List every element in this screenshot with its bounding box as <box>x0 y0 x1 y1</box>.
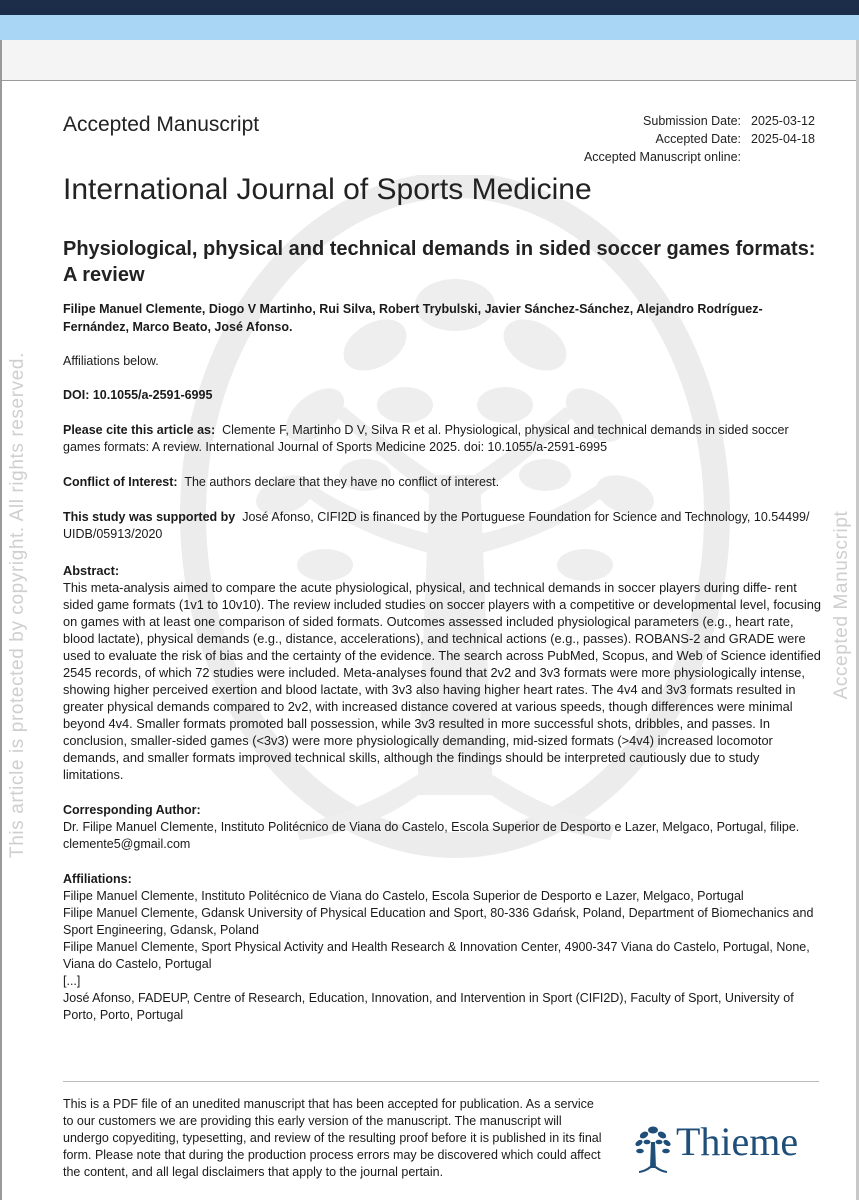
conflict-label: Conflict of Interest: <box>63 475 178 489</box>
online-date-label: Accepted Manuscript online: <box>583 150 741 164</box>
conflict-block <box>63 474 823 491</box>
article-title: Physiological, physical and technical demands in sided soccer games formats: A review <box>63 238 816 286</box>
top-light-bar <box>0 15 859 40</box>
funding-text: José Afonso, CIFI2D is financed by the Portuguese Foundation for Science and Technology, 10.54499/ UIDB/05913/2020 <box>63 510 810 541</box>
affiliations-block <box>63 871 823 1024</box>
corresponding-block <box>63 802 823 853</box>
affiliations-label: Affiliations: <box>63 872 132 886</box>
top-dark-bar <box>0 0 859 15</box>
funding-label: This study was supported by <box>63 510 236 524</box>
page-left-border <box>0 40 2 1200</box>
citation-text: Clemente F, Martinho D V, Silva R et al. Physiological, physical and technical demands in sided soccer games formats: A review. International Journal of Sports Medicine 2025. doi: 10.1055/a-2591-6995 <box>63 423 789 454</box>
copyright-side-note <box>7 352 28 858</box>
citation-label: Please cite this article as: <box>63 423 216 437</box>
accepted-manuscript-heading: Accepted Manuscript <box>63 113 260 136</box>
citation-block <box>63 422 823 456</box>
journal-title: International Journal of Sports Medicine <box>63 173 592 206</box>
submission-date-value: 2025-03-12 <box>751 114 815 128</box>
manuscript-dates <box>584 112 819 166</box>
corresponding-text: Dr. Filipe Manuel Clemente, Instituto Politécnico de Viana do Castelo, Escola Superior de Desporto e Lazer, Melgaco, Portugal, filipe. clemente5@gmail.com <box>63 820 800 851</box>
corresponding-label: Corresponding Author: <box>63 803 201 817</box>
affiliation-item: Filipe Manuel Clemente, Instituto Politécnico de Viana do Castelo, Escola Superior de Desporto e Lazer, Melgaco, Portugal <box>63 889 744 903</box>
conflict-text: The authors declare that they have no conflict of interest. <box>184 475 500 489</box>
affiliation-item: [...] <box>63 974 81 988</box>
abstract-label: Abstract: <box>63 563 120 578</box>
footer-disclaimer: This is a PDF file of an unedited manuscript that has been accepted for publication. As a service to our customers we are providing this early version of the manuscript. The manuscript will undergo copyediting, typesetting, and review of the resulting proof before it is published in its final form. Please note that during the production process errors may be discovered which could affect the content, and all legal disclaimers that apply to the journal pertain. <box>63 1097 602 1179</box>
footer-divider <box>63 1081 819 1082</box>
submission-date-label: Submission Date: <box>643 114 741 128</box>
online-date-value <box>741 148 819 166</box>
abstract-text: This meta-analysis aimed to compare the acute physiological, physical, and technical demands in soccer players during diffe- rent sided game formats (1v1 to 10v10). The review included studies on soccer players with a competitive or developmental level, focusing on games with at least one comparison of sided formats. Outcomes assessed included physiological parameters (e.g., heart rate, blood lactate), physical demands (e.g., distance, accelerations), and technical actions (e.g., passes). ROBANS-2 and GRADE were used to evaluate the risk of bias and the certainty of the evidence. The search across PubMed, Scopus, and Web of Science identified 2545 records, of which 72 studies were included. Meta-analyses found that 2v2 and 3v3 formats were more physiologically intense, showing higher perceived exertion and blood lactate, with 3v3 also having higher heart rates. The 4v4 and 3v3 formats resulted in greater physical demands compared to 2v2, with increased distance covered at various speeds, though differences were minimal beyond 4v4. Smaller formats promoted ball possession, while 3v3 resulted in more successful shots, dribbles, and passes. In conclusion, smaller-sided games (<3v3) were more physiologically demanding, mid-sized formats (>4v4) increased locomotor demands, and smaller formats improved technical skills, although the findings should be interpreted cautiously due to study limitations. <box>63 580 822 782</box>
thieme-tree-icon <box>633 1122 673 1174</box>
doi[interactable]: DOI: 10.1055/a-2591-6995 <box>63 388 213 402</box>
affiliations-note: Affiliations below. <box>63 354 159 368</box>
affiliation-item: José Afonso, FADEUP, Centre of Research, Education, Innovation, and Intervention in Sport (CIFI2D), Faculty of Sport, University of Porto, Porto, Portugal <box>63 991 794 1022</box>
author-list: Filipe Manuel Clemente, Diogo V Martinho, Rui Silva, Robert Trybulski, Javier Sánchez-Sánchez, Alejandro Rodríguez-Fernández, Marco Beato, José Afonso. <box>63 302 763 334</box>
funding-block <box>63 509 823 543</box>
copyright-side-text: This article is protected by copyright. All rights reserved. <box>7 352 28 858</box>
accepted-side-note <box>831 510 852 700</box>
abstract-block <box>63 562 823 783</box>
affiliation-item: Filipe Manuel Clemente, Sport Physical Activity and Health Research & Innovation Center, 4900-347 Viana do Castelo, Portugal, None, Viana do Castelo, Portugal <box>63 940 810 971</box>
accepted-date-label: Accepted Date: <box>655 132 741 146</box>
accepted-date-value: 2025-04-18 <box>751 132 815 146</box>
previous-page-edge <box>0 40 859 81</box>
affiliation-item: Filipe Manuel Clemente, Gdansk University of Physical Education and Sport, 80-336 Gdańsk, Poland, Department of Biomechanics and Sport Engineering, Gdansk, Poland <box>63 906 814 937</box>
publisher-logo[interactable]: Thieme <box>676 1119 799 1164</box>
accepted-side-text: Accepted Manuscript <box>831 510 852 700</box>
